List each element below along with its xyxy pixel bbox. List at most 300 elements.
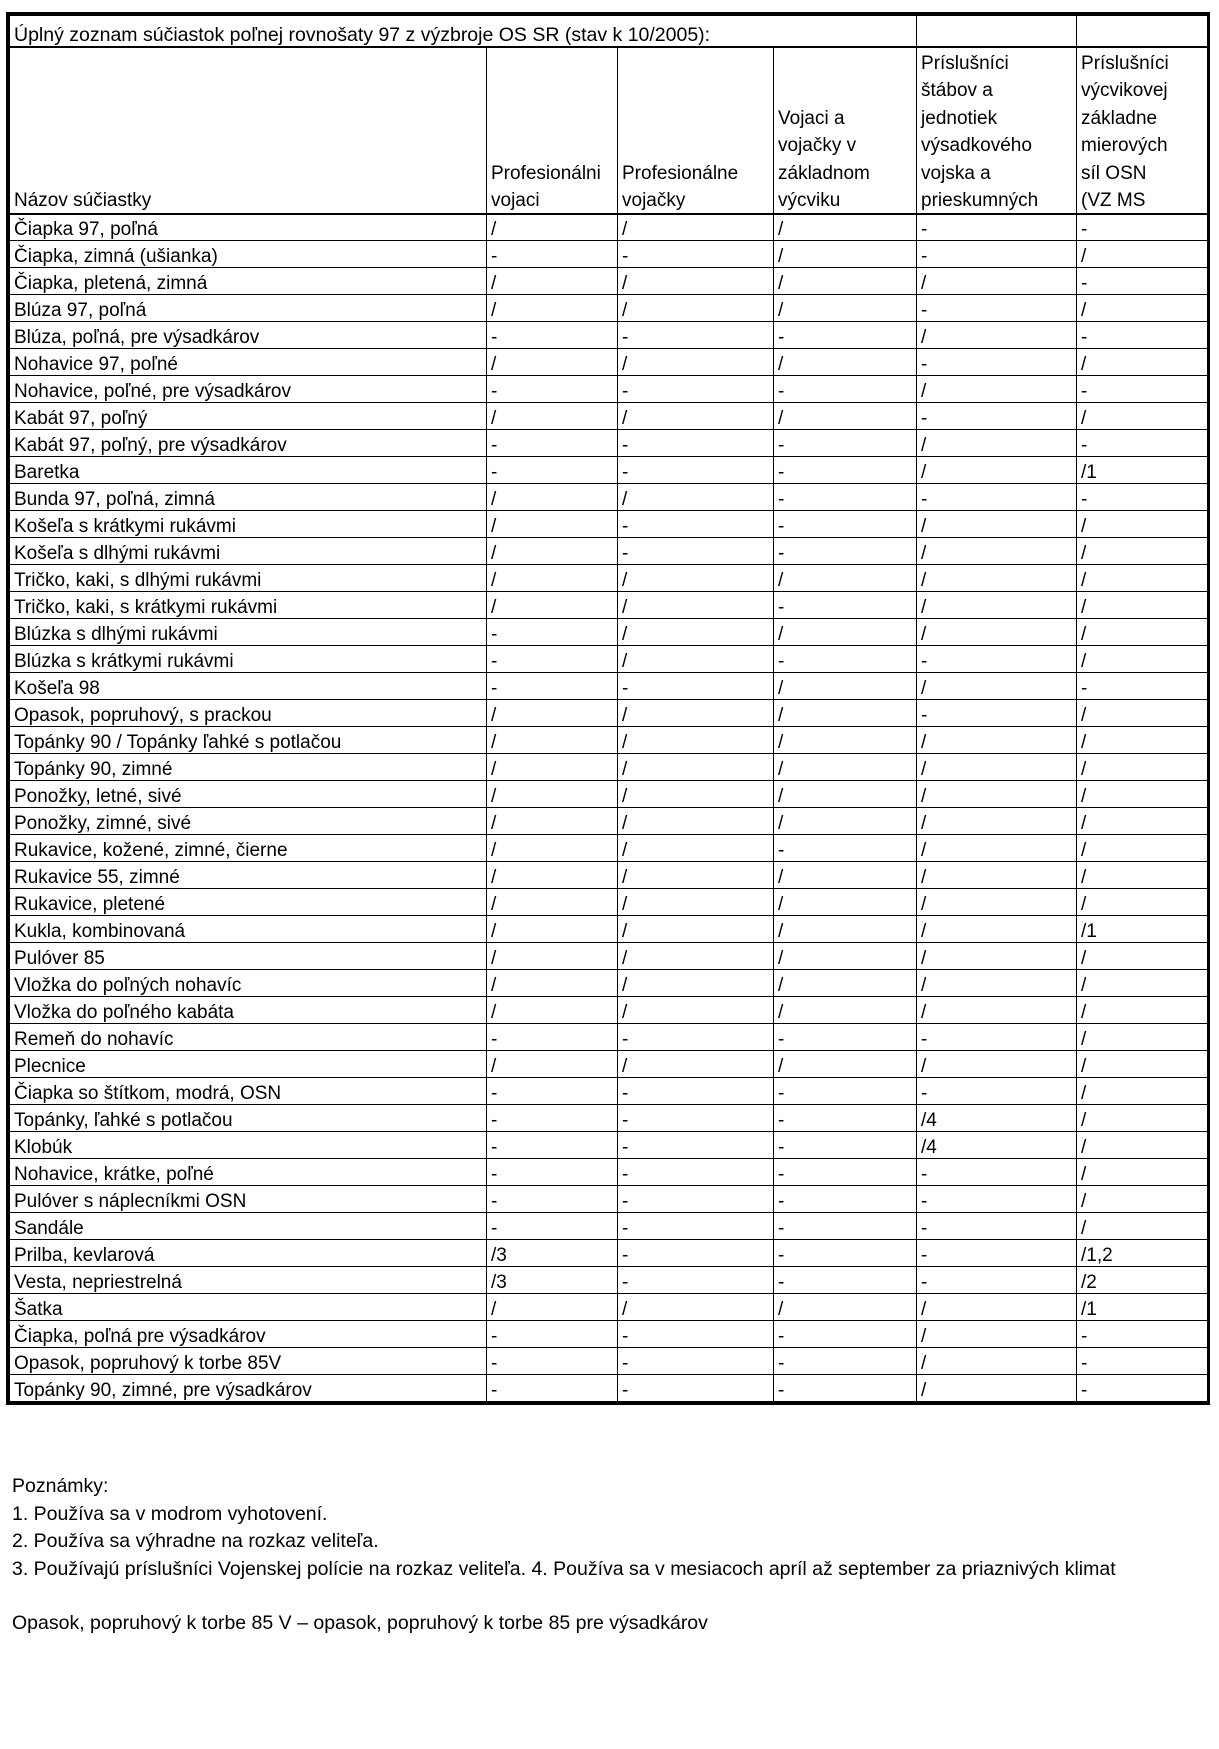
availability-cell: /	[487, 808, 618, 835]
availability-cell: -	[618, 1213, 774, 1240]
table-row	[10, 1105, 1208, 1132]
availability-cell: -	[487, 1078, 618, 1105]
availability-cell: /	[618, 997, 774, 1024]
availability-cell: -	[917, 1240, 1077, 1267]
availability-cell: /	[917, 268, 1077, 295]
table-row	[10, 1024, 1208, 1051]
availability-cell: /	[774, 889, 917, 916]
availability-cell: /	[774, 619, 917, 646]
table-row	[10, 1186, 1208, 1213]
availability-cell: /	[1077, 889, 1208, 916]
item-name-cell: Topánky 90, zimné	[10, 754, 487, 781]
header-professional-female-soldiers: Profesionálne vojačky	[618, 47, 774, 214]
note-item: 1. Používa sa v modrom vyhotovení.	[12, 1502, 328, 1525]
availability-cell: -	[917, 700, 1077, 727]
availability-cell: /	[1077, 997, 1208, 1024]
availability-cell: /	[1077, 241, 1208, 268]
availability-cell: -	[487, 1105, 618, 1132]
availability-cell: /	[1077, 970, 1208, 997]
item-name-cell: Ponožky, letné, sivé	[10, 781, 487, 808]
availability-cell: -	[1077, 430, 1208, 457]
availability-cell: -	[487, 376, 618, 403]
item-name-cell: Čiapka, pletená, zimná	[10, 268, 487, 295]
availability-cell: -	[1077, 268, 1208, 295]
title-empty-cell	[917, 16, 1077, 47]
table-row	[10, 241, 1208, 268]
availability-cell: -	[487, 241, 618, 268]
notes-heading: Poznámky:	[12, 1475, 109, 1497]
availability-cell: -	[917, 214, 1077, 241]
header-professional-soldiers: Profesionálni vojaci	[487, 47, 618, 214]
availability-cell: /	[618, 403, 774, 430]
availability-cell: /	[917, 322, 1077, 349]
availability-cell: /	[487, 835, 618, 862]
availability-cell: -	[618, 1348, 774, 1375]
item-name-cell: Čiapka, poľná pre výsadkárov	[10, 1321, 487, 1348]
availability-cell: /	[917, 997, 1077, 1024]
availability-cell: -	[774, 1213, 917, 1240]
table-row	[10, 1267, 1208, 1294]
availability-cell: /	[1077, 349, 1208, 376]
availability-cell: -	[618, 322, 774, 349]
availability-cell: /	[618, 808, 774, 835]
table-row	[10, 754, 1208, 781]
availability-cell: -	[618, 1132, 774, 1159]
availability-cell: /	[774, 808, 917, 835]
table-title: Úplný zoznam súčiastok poľnej rovnošaty 97 z výzbroje OS SR (stav k 10/2005):	[10, 16, 917, 47]
availability-cell: /	[1077, 1078, 1208, 1105]
availability-cell: /	[618, 349, 774, 376]
availability-cell: /	[1077, 1051, 1208, 1078]
availability-cell: -	[618, 1159, 774, 1186]
header-basic-training: Vojaci a vojačky v základnom výcviku	[774, 47, 917, 214]
availability-cell: /	[1077, 592, 1208, 619]
availability-cell: -	[487, 1348, 618, 1375]
availability-cell: /	[1077, 1159, 1208, 1186]
availability-cell: -	[774, 1159, 917, 1186]
availability-cell: -	[774, 1348, 917, 1375]
availability-cell: /	[487, 538, 618, 565]
availability-cell: /	[618, 619, 774, 646]
table-row	[10, 970, 1208, 997]
availability-cell: -	[618, 457, 774, 484]
header-item-name: Názov súčiastky	[10, 47, 487, 214]
availability-cell: -	[1077, 322, 1208, 349]
availability-cell: -	[487, 1186, 618, 1213]
item-name-cell: Pulóver s náplecníkmi OSN	[10, 1186, 487, 1213]
availability-cell: -	[618, 1078, 774, 1105]
item-name-cell: Topánky 90 / Topánky ľahké s potlačou	[10, 727, 487, 754]
availability-cell: -	[774, 457, 917, 484]
availability-cell: /	[618, 214, 774, 241]
availability-cell: /	[1077, 1132, 1208, 1159]
availability-cell: -	[487, 619, 618, 646]
item-name-cell: Opasok, popruhový k torbe 85V	[10, 1348, 487, 1375]
availability-cell: /	[917, 430, 1077, 457]
table-row	[10, 727, 1208, 754]
availability-cell: /	[618, 916, 774, 943]
availability-cell: /	[917, 511, 1077, 538]
availability-cell: /	[487, 214, 618, 241]
availability-cell: -	[774, 511, 917, 538]
availability-cell: -	[487, 430, 618, 457]
availability-cell: /	[487, 592, 618, 619]
availability-cell: -	[774, 592, 917, 619]
availability-cell: /3	[487, 1240, 618, 1267]
uniform-items-table	[9, 15, 1208, 1402]
table-row	[10, 403, 1208, 430]
availability-cell: /	[487, 295, 618, 322]
item-name-cell: Remeň do nohavíc	[10, 1024, 487, 1051]
header-un-training-base: Príslušníci výcvikovej základne mierových síl OSN (VZ MS	[1077, 47, 1208, 214]
notes-footer: Opasok, popruhový k torbe 85 V – opasok, popruhový k torbe 85 pre výsadkárov	[12, 1612, 708, 1635]
availability-cell: -	[774, 646, 917, 673]
availability-cell: /1	[1077, 916, 1208, 943]
availability-cell: /	[1077, 1024, 1208, 1051]
item-name-cell: Baretka	[10, 457, 487, 484]
availability-cell: /	[917, 943, 1077, 970]
availability-cell: /	[487, 916, 618, 943]
availability-cell: -	[917, 349, 1077, 376]
availability-cell: -	[618, 538, 774, 565]
availability-cell: -	[774, 1375, 917, 1402]
availability-cell: /1	[1077, 457, 1208, 484]
availability-cell: -	[917, 241, 1077, 268]
availability-cell: /	[917, 376, 1077, 403]
item-name-cell: Kabát 97, poľný, pre výsadkárov	[10, 430, 487, 457]
availability-cell: /4	[917, 1105, 1077, 1132]
availability-cell: -	[1077, 1321, 1208, 1348]
item-name-cell: Blúzka s krátkymi rukávmi	[10, 646, 487, 673]
availability-cell: /	[1077, 565, 1208, 592]
item-name-cell: Kabát 97, poľný	[10, 403, 487, 430]
availability-cell: /	[774, 673, 917, 700]
availability-cell: -	[774, 322, 917, 349]
table-row	[10, 1375, 1208, 1402]
availability-cell: -	[618, 1321, 774, 1348]
availability-cell: /	[1077, 646, 1208, 673]
availability-cell: /	[618, 835, 774, 862]
item-name-cell: Košeľa s dlhými rukávmi	[10, 538, 487, 565]
availability-cell: /	[917, 1348, 1077, 1375]
availability-cell: /	[774, 349, 917, 376]
availability-cell: /	[917, 727, 1077, 754]
availability-cell: /4	[917, 1132, 1077, 1159]
availability-cell: -	[917, 484, 1077, 511]
availability-cell: -	[618, 1186, 774, 1213]
availability-cell: /	[1077, 943, 1208, 970]
availability-cell: /	[618, 484, 774, 511]
availability-cell: -	[487, 1213, 618, 1240]
notes-section	[12, 1473, 1116, 1638]
availability-cell: -	[774, 1267, 917, 1294]
availability-cell: /	[774, 268, 917, 295]
item-name-cell: Prilba, kevlarová	[10, 1240, 487, 1267]
table-row	[10, 835, 1208, 862]
table-header-row	[10, 47, 1208, 214]
availability-cell: /	[774, 916, 917, 943]
availability-cell: -	[774, 1024, 917, 1051]
availability-cell: /	[487, 943, 618, 970]
availability-cell: -	[1077, 1348, 1208, 1375]
item-name-cell: Topánky 90, zimné, pre výsadkárov	[10, 1375, 487, 1402]
item-name-cell: Pulóver 85	[10, 943, 487, 970]
item-name-cell: Košeľa 98	[10, 673, 487, 700]
availability-cell: -	[487, 1321, 618, 1348]
availability-cell: -	[618, 1240, 774, 1267]
item-name-cell: Klobúk	[10, 1132, 487, 1159]
availability-cell: /	[1077, 727, 1208, 754]
table-title-row	[10, 16, 1208, 47]
table-row	[10, 511, 1208, 538]
item-name-cell: Tričko, kaki, s dlhými rukávmi	[10, 565, 487, 592]
availability-cell: /	[618, 592, 774, 619]
table-row	[10, 268, 1208, 295]
table-row	[10, 214, 1208, 241]
availability-cell: /	[774, 1051, 917, 1078]
availability-cell: /	[1077, 511, 1208, 538]
availability-cell: /	[774, 1294, 917, 1321]
availability-cell: /	[1077, 781, 1208, 808]
availability-cell: /3	[487, 1267, 618, 1294]
availability-cell: -	[774, 376, 917, 403]
table-row	[10, 430, 1208, 457]
availability-cell: /	[917, 835, 1077, 862]
availability-cell: /	[618, 754, 774, 781]
availability-cell: /	[917, 754, 1077, 781]
availability-cell: /	[1077, 1186, 1208, 1213]
item-name-cell: Šatka	[10, 1294, 487, 1321]
item-name-cell: Vložka do poľného kabáta	[10, 997, 487, 1024]
table-row	[10, 349, 1208, 376]
availability-cell: /1,2	[1077, 1240, 1208, 1267]
availability-cell: /	[618, 862, 774, 889]
table-row	[10, 376, 1208, 403]
availability-cell: -	[487, 1024, 618, 1051]
availability-cell: -	[1077, 214, 1208, 241]
table-row	[10, 673, 1208, 700]
availability-cell: /	[917, 808, 1077, 835]
item-name-cell: Čiapka 97, poľná	[10, 214, 487, 241]
availability-cell: -	[1077, 673, 1208, 700]
availability-cell: /	[618, 970, 774, 997]
table-row	[10, 1294, 1208, 1321]
availability-cell: /	[618, 295, 774, 322]
availability-cell: /	[1077, 1213, 1208, 1240]
availability-cell: /	[774, 241, 917, 268]
table-row	[10, 322, 1208, 349]
availability-cell: /	[1077, 754, 1208, 781]
availability-cell: /	[774, 214, 917, 241]
availability-cell: /2	[1077, 1267, 1208, 1294]
availability-cell: /	[1077, 835, 1208, 862]
availability-cell: /	[487, 727, 618, 754]
table-row	[10, 1240, 1208, 1267]
item-name-cell: Ponožky, zimné, sivé	[10, 808, 487, 835]
table-row	[10, 808, 1208, 835]
note-item: 2. Používa sa výhradne na rozkaz veliteľa.	[12, 1530, 379, 1553]
table-row	[10, 484, 1208, 511]
availability-cell: /	[774, 403, 917, 430]
availability-cell: -	[917, 1213, 1077, 1240]
item-name-cell: Kukla, kombinovaná	[10, 916, 487, 943]
availability-cell: /	[487, 511, 618, 538]
availability-cell: -	[917, 1186, 1077, 1213]
availability-cell: /	[774, 295, 917, 322]
table-row	[10, 700, 1208, 727]
availability-cell: /	[774, 781, 917, 808]
availability-cell: /	[487, 565, 618, 592]
availability-cell: -	[774, 1240, 917, 1267]
uniform-items-table-frame	[6, 12, 1210, 1405]
item-name-cell: Blúza, poľná, pre výsadkárov	[10, 322, 487, 349]
availability-cell: /	[774, 565, 917, 592]
availability-cell: -	[618, 1375, 774, 1402]
availability-cell: /	[618, 781, 774, 808]
availability-cell: -	[774, 835, 917, 862]
availability-cell: /	[618, 565, 774, 592]
table-row	[10, 943, 1208, 970]
availability-cell: /	[618, 646, 774, 673]
availability-cell: /	[917, 889, 1077, 916]
availability-cell: -	[917, 295, 1077, 322]
availability-cell: -	[917, 646, 1077, 673]
availability-cell: -	[1077, 1375, 1208, 1402]
item-name-cell: Opasok, popruhový, s prackou	[10, 700, 487, 727]
availability-cell: /	[487, 484, 618, 511]
table-row	[10, 997, 1208, 1024]
availability-cell: /	[487, 1051, 618, 1078]
availability-cell: /	[917, 1051, 1077, 1078]
availability-cell: /	[487, 1294, 618, 1321]
availability-cell: -	[1077, 376, 1208, 403]
availability-cell: -	[487, 322, 618, 349]
availability-cell: /	[1077, 1105, 1208, 1132]
table-row	[10, 1132, 1208, 1159]
availability-cell: -	[618, 241, 774, 268]
availability-cell: -	[618, 1024, 774, 1051]
header-airborne-staff: Príslušníci štábov a jednotiek výsadkového vojska a prieskumných	[917, 47, 1077, 214]
availability-cell: /	[618, 268, 774, 295]
table-row	[10, 1159, 1208, 1186]
availability-cell: -	[618, 511, 774, 538]
item-name-cell: Tričko, kaki, s krátkymi rukávmi	[10, 592, 487, 619]
availability-cell: /	[1077, 619, 1208, 646]
availability-cell: -	[618, 376, 774, 403]
item-name-cell: Čiapka, zimná (ušianka)	[10, 241, 487, 268]
availability-cell: /	[774, 943, 917, 970]
availability-cell: /	[917, 457, 1077, 484]
availability-cell: -	[774, 1132, 917, 1159]
table-row	[10, 538, 1208, 565]
availability-cell: /	[1077, 700, 1208, 727]
availability-cell: -	[917, 1078, 1077, 1105]
table-row	[10, 781, 1208, 808]
availability-cell: /	[618, 889, 774, 916]
availability-cell: /	[917, 781, 1077, 808]
availability-cell: -	[774, 1321, 917, 1348]
availability-cell: /1	[1077, 1294, 1208, 1321]
item-name-cell: Vložka do poľných nohavíc	[10, 970, 487, 997]
table-row	[10, 592, 1208, 619]
item-name-cell: Rukavice, pletené	[10, 889, 487, 916]
availability-cell: -	[1077, 484, 1208, 511]
availability-cell: /	[487, 268, 618, 295]
table-row	[10, 1348, 1208, 1375]
availability-cell: /	[487, 862, 618, 889]
availability-cell: /	[774, 727, 917, 754]
table-row	[10, 1321, 1208, 1348]
availability-cell: -	[618, 430, 774, 457]
availability-cell: /	[917, 1294, 1077, 1321]
item-name-cell: Topánky, ľahké s potlačou	[10, 1105, 487, 1132]
availability-cell: -	[487, 673, 618, 700]
item-name-cell: Nohavice 97, poľné	[10, 349, 487, 376]
item-name-cell: Rukavice, kožené, zimné, čierne	[10, 835, 487, 862]
availability-cell: /	[487, 889, 618, 916]
item-name-cell: Čiapka so štítkom, modrá, OSN	[10, 1078, 487, 1105]
table-row	[10, 1078, 1208, 1105]
table-row	[10, 1051, 1208, 1078]
table-row	[10, 916, 1208, 943]
availability-cell: /	[917, 862, 1077, 889]
availability-cell: -	[618, 673, 774, 700]
item-name-cell: Rukavice 55, zimné	[10, 862, 487, 889]
item-name-cell: Blúza 97, poľná	[10, 295, 487, 322]
availability-cell: /	[917, 916, 1077, 943]
availability-cell: /	[774, 997, 917, 1024]
item-name-cell: Nohavice, krátke, poľné	[10, 1159, 487, 1186]
availability-cell: /	[487, 754, 618, 781]
availability-cell: -	[917, 1267, 1077, 1294]
availability-cell: -	[774, 1186, 917, 1213]
availability-cell: /	[917, 1321, 1077, 1348]
availability-cell: /	[774, 700, 917, 727]
availability-cell: -	[917, 1024, 1077, 1051]
availability-cell: /	[487, 403, 618, 430]
availability-cell: /	[917, 592, 1077, 619]
availability-cell: /	[618, 943, 774, 970]
availability-cell: /	[618, 1294, 774, 1321]
item-name-cell: Vesta, nepriestrelná	[10, 1267, 487, 1294]
availability-cell: /	[917, 565, 1077, 592]
availability-cell: /	[1077, 403, 1208, 430]
availability-cell: -	[618, 1267, 774, 1294]
availability-cell: -	[774, 538, 917, 565]
availability-cell: -	[774, 1105, 917, 1132]
table-row	[10, 619, 1208, 646]
notes-spacer	[12, 1583, 1116, 1610]
availability-cell: -	[774, 484, 917, 511]
item-name-cell: Blúzka s dlhými rukávmi	[10, 619, 487, 646]
availability-cell: /	[487, 997, 618, 1024]
availability-cell: /	[1077, 808, 1208, 835]
item-name-cell: Košeľa s krátkymi rukávmi	[10, 511, 487, 538]
note-item: 3. Používajú príslušníci Vojenskej polície na rozkaz veliteľa. 4. Používa sa v mesiacoch apríl až september za priaznivých klimat	[12, 1557, 1116, 1580]
table-row	[10, 1213, 1208, 1240]
availability-cell: /	[618, 700, 774, 727]
availability-cell: -	[618, 1105, 774, 1132]
availability-cell: /	[487, 700, 618, 727]
availability-cell: /	[774, 970, 917, 997]
availability-cell: /	[917, 1375, 1077, 1402]
availability-cell: -	[487, 1132, 618, 1159]
availability-cell: -	[774, 1078, 917, 1105]
table-row	[10, 295, 1208, 322]
item-name-cell: Plecnice	[10, 1051, 487, 1078]
availability-cell: /	[1077, 862, 1208, 889]
availability-cell: -	[774, 430, 917, 457]
